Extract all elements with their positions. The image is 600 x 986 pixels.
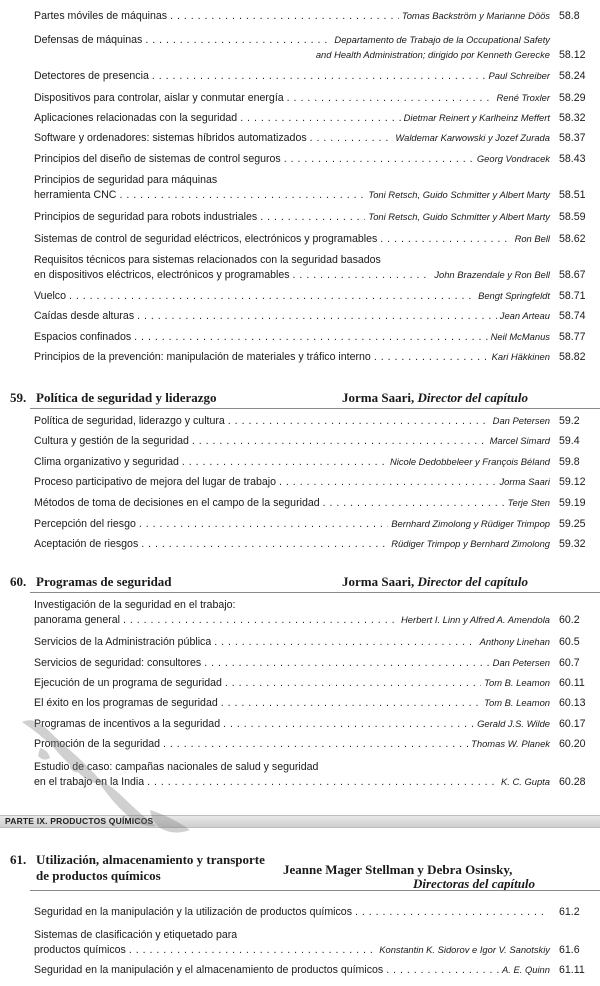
dot-leader [293, 268, 432, 282]
entry-title: Métodos de toma de decisiones en el campo de la seguridad [34, 497, 320, 509]
entry-page-number: 59.12 [559, 476, 586, 488]
dot-leader [139, 517, 388, 531]
toc-entry-line [34, 131, 550, 145]
part-label: PARTE IX. PRODUCTOS QUÍMICOS [5, 816, 154, 826]
entry-author: Bengt Springfeldt [478, 290, 550, 301]
entry-page-number: 60.20 [559, 738, 586, 750]
entry-title: Detectores de presencia [34, 70, 149, 82]
entry-author: Thomas W. Planek [471, 738, 550, 749]
chapter-number: 59. [10, 390, 27, 405]
entry-author: Kari Häkkinen [491, 351, 550, 362]
entry-author: Anthony Linehan [479, 636, 550, 647]
entry-page-number: 58.29 [559, 92, 586, 104]
dot-leader [152, 69, 486, 83]
entry-author: Herbert I. Linn y Alfred A. Amendola [400, 614, 550, 625]
entry-title: Requisitos técnicos para sistemas relacionados con la seguridad basados [34, 254, 381, 266]
toc-entry-line [34, 775, 550, 789]
toc-entry-line [34, 33, 550, 47]
toc-entry-line [34, 905, 550, 919]
chapter-heading [0, 390, 600, 406]
entry-title: Servicios de seguridad: consultores [34, 657, 202, 669]
toc-entry-line [34, 152, 550, 166]
dot-leader [287, 91, 494, 105]
chapter-editor-name: Jorma Saari, [342, 574, 415, 589]
toc-entry-line [34, 111, 550, 125]
entry-title: Sistemas de control de seguridad eléctricos, electrónicos y programables [34, 233, 378, 245]
toc-entry-line [34, 210, 550, 224]
dot-leader [204, 656, 489, 670]
toc-entry-line [34, 455, 550, 469]
entry-author: Paul Schreiber [488, 70, 550, 81]
toc-entry-line [34, 309, 550, 323]
entry-title: herramienta CNC [34, 189, 117, 201]
entry-title: Investigación de la seguridad en el trabajo: [34, 599, 236, 611]
entry-author: Jorma Saari [499, 476, 550, 487]
toc-entry-line [34, 635, 550, 649]
toc-entry-line [34, 9, 550, 23]
entry-title: Software y ordenadores: sistemas híbridos automatizados [34, 132, 307, 144]
entry-page-number: 59.19 [559, 497, 586, 509]
entry-page-number: 60.17 [559, 718, 586, 730]
toc-entry-line [34, 537, 550, 551]
toc-entry-line-continued [34, 928, 550, 942]
dot-leader [310, 131, 393, 145]
entry-page-number: 60.5 [559, 636, 580, 648]
dot-leader [129, 943, 376, 957]
entry-title: Espacios confinados [34, 331, 132, 343]
entry-author: Tomas Backström y Marianne Döös [401, 10, 550, 21]
toc-entry-line [34, 414, 550, 428]
dot-leader [182, 455, 387, 469]
part-banner [0, 815, 600, 828]
chapter-number: 60. [10, 574, 27, 589]
chapter-title: Programas de seguridad [36, 574, 172, 589]
dot-leader [240, 111, 400, 125]
entry-author-continued: and Health Administration; dirigido por Kenneth Gerecke [315, 49, 550, 60]
toc-entry-line [34, 434, 550, 448]
entry-title: Aceptación de riesgos [34, 538, 139, 550]
chapter-editor-role: Director del capítulo [417, 574, 528, 589]
dot-leader [137, 309, 497, 323]
entry-author: Marcel Simard [489, 435, 550, 446]
chapter-editor [342, 574, 528, 589]
entry-title: Seguridad en la manipulación y el almacenamiento de productos químicos [34, 964, 384, 976]
chapter-title: Política de seguridad y liderazgo [36, 390, 217, 405]
dot-leader [214, 635, 476, 649]
dot-leader [141, 537, 388, 551]
toc-entry-line-continued [34, 253, 550, 267]
entry-page-number: 58.8 [559, 10, 580, 22]
chapter-number: 61. [10, 852, 27, 867]
entry-author: Departamento de Trabajo de la Occupational Safety [334, 34, 550, 45]
toc-entry-line-continued [34, 760, 550, 774]
entry-title: panorama general [34, 614, 120, 626]
entry-page-number: 60.11 [559, 677, 585, 689]
dot-leader [223, 717, 474, 731]
entry-page-number: 58.77 [559, 331, 586, 343]
entry-title: Proceso participativo de mejora del lugar de trabajo [34, 476, 277, 488]
toc-entry-line [34, 69, 550, 83]
entry-page-number: 58.62 [559, 233, 586, 245]
entry-title: Partes móviles de máquinas [34, 10, 168, 22]
entry-title: Clima organizativo y seguridad [34, 456, 179, 468]
entry-page-number: 59.2 [559, 415, 580, 427]
entry-title: en el trabajo en la India [34, 776, 145, 788]
entry-author: Dietmar Reinert y Karlheinz Meffert [403, 112, 550, 123]
toc-entry-line [34, 91, 550, 105]
entry-author: Tom B. Leamon [484, 677, 550, 688]
toc-entry-line [34, 232, 550, 246]
toc-entry-line [34, 289, 550, 303]
dot-leader [260, 210, 365, 224]
entry-title: Promoción de la seguridad [34, 738, 161, 750]
entry-author: Terje Sten [507, 497, 550, 508]
entry-title: Dispositivos para controlar, aislar y conmutar energía [34, 92, 284, 104]
chapter-title-line1: Utilización, almacenamiento y transporte [36, 852, 265, 867]
entry-title: en dispositivos eléctricos, electrónicos y programables [34, 269, 290, 281]
dot-leader [145, 33, 331, 47]
chapter-rule [30, 890, 600, 891]
entry-title: Principios de seguridad para robots industriales [34, 211, 258, 223]
toc-entry-line [34, 613, 550, 627]
entry-page-number: 58.59 [559, 211, 586, 223]
entry-page-number: 59.8 [559, 456, 580, 468]
chapter-heading [0, 574, 600, 590]
dot-leader [228, 414, 490, 428]
chapter-rule [30, 408, 600, 409]
toc-entry-line [34, 943, 550, 957]
entry-title: Percepción del riesgo [34, 518, 136, 530]
entry-author: Waldemar Karwowski y Jozef Zurada [395, 132, 550, 143]
entry-title: Principios de seguridad para máquinas [34, 174, 218, 186]
toc-entry-line [34, 696, 550, 710]
entry-author: Dan Petersen [492, 657, 550, 668]
chapter-role: Directoras del capítulo [413, 876, 536, 891]
entry-author: Konstantin K. Sidorov e Igor V. Sanotskiy [379, 944, 550, 955]
dot-leader [163, 737, 468, 751]
dot-leader [134, 330, 487, 344]
dot-leader [69, 289, 475, 303]
chapter-editor [342, 390, 528, 405]
entry-title: Política de seguridad, liderazgo y cultura [34, 415, 225, 427]
entry-page-number: 61.2 [559, 906, 580, 918]
entry-author: Dan Petersen [492, 415, 550, 426]
entry-page-number: 58.43 [559, 153, 586, 165]
entry-page-number: 60.2 [559, 614, 580, 626]
entry-title: Ejecución de un programa de seguridad [34, 677, 222, 689]
entry-page-number: 58.51 [559, 189, 586, 201]
entry-author: K. C. Gupta [501, 776, 550, 787]
entry-page-number: 60.28 [559, 776, 586, 788]
dot-leader [380, 232, 511, 246]
entry-author: Tom B. Leamon [484, 697, 550, 708]
entry-title: productos químicos [34, 944, 126, 956]
entry-title: El éxito en los programas de seguridad [34, 697, 218, 709]
dot-leader [374, 350, 489, 364]
entry-author: Neil McManus [490, 331, 550, 342]
entry-title: Aplicaciones relacionadas con la seguridad [34, 112, 238, 124]
toc-entry-line [34, 717, 550, 731]
dot-leader [192, 434, 487, 448]
entry-page-number: 58.24 [559, 70, 586, 82]
toc-entry-line [34, 517, 550, 531]
entry-page-number: 59.32 [559, 538, 586, 550]
entry-page-number: 58.12 [559, 49, 586, 61]
entry-page-number: 60.13 [559, 697, 586, 709]
dot-leader [147, 775, 498, 789]
entry-title: Servicios de la Administración pública [34, 636, 212, 648]
entry-author: John Brazendale y Ron Bell [434, 269, 550, 280]
toc-entry-line [34, 963, 550, 977]
dot-leader [386, 963, 499, 977]
toc-entry-line-continued [34, 598, 550, 612]
entry-title: Principios del diseño de sistemas de control seguros [34, 153, 281, 165]
entry-title: Estudio de caso: campañas nacionales de salud y seguridad [34, 761, 319, 773]
chapter-rule [30, 592, 600, 593]
dot-leader [284, 152, 474, 166]
chapter-61-heading [0, 852, 600, 891]
dot-leader [355, 905, 547, 919]
entry-title: Seguridad en la manipulación y la utilización de productos químicos [34, 906, 352, 918]
toc-entry-line [34, 475, 550, 489]
entry-author: René Troxler [496, 92, 550, 103]
toc-entry-line [34, 350, 550, 364]
entry-title: Defensas de máquinas [34, 34, 143, 46]
entry-title: Programas de incentivos a la seguridad [34, 718, 221, 730]
toc-entry-line [34, 188, 550, 202]
dot-leader [225, 676, 481, 690]
toc-entry-line [34, 676, 550, 690]
toc-entry-line [34, 496, 550, 510]
entry-author: A. E. Quinn [502, 964, 550, 975]
dot-leader [123, 613, 398, 627]
entry-author: Ron Bell [514, 233, 550, 244]
dot-leader [170, 9, 399, 23]
toc-entry-line [34, 737, 550, 751]
entry-author: Bernhard Zimolong y Rüdiger Trimpop [391, 518, 550, 529]
entry-author: Georg Vondracek [476, 153, 550, 164]
entry-author: Toni Retsch, Guido Schmitter y Albert Marty [368, 189, 550, 200]
toc-author-continued [34, 48, 550, 62]
entry-page-number: 61.6 [559, 944, 580, 956]
entry-page-number: 58.32 [559, 112, 586, 124]
entry-author: Nicole Dedobbeleer y François Béland [390, 456, 550, 467]
entry-page-number: 60.7 [559, 657, 580, 669]
entry-title: Caídas desde alturas [34, 310, 135, 322]
chapter-editor-name: Jorma Saari, [342, 390, 415, 405]
toc-entry-line [34, 330, 550, 344]
entry-title: Sistemas de clasificación y etiquetado para [34, 929, 238, 941]
entry-page-number: 61.11 [559, 964, 585, 976]
entry-page-number: 59.4 [559, 435, 580, 447]
chapter-editor-role: Director del capítulo [417, 390, 528, 405]
entry-author: Rüdiger Trimpop y Bernhard Zimolong [391, 538, 550, 549]
entry-author: Gerald J.S. Wilde [477, 718, 550, 729]
dot-leader [323, 496, 505, 510]
entry-title: Cultura y gestión de la seguridad [34, 435, 189, 447]
chapter-editors: Jeanne Mager Stellman y Debra Osinsky, [283, 862, 513, 877]
entry-title: Principios de la prevención: manipulación de materiales y tráfico interno [34, 351, 371, 363]
toc-entry-line-continued [34, 173, 550, 187]
chapter-title-line2: de productos químicos [36, 868, 161, 883]
entry-page-number: 58.82 [559, 351, 586, 363]
toc-entry-line [34, 656, 550, 670]
entry-page-number: 59.25 [559, 518, 586, 530]
entry-author: Jean Arteau [499, 310, 550, 321]
entry-author: Toni Retsch, Guido Schmitter y Albert Marty [368, 211, 550, 222]
entry-page-number: 58.67 [559, 269, 586, 281]
entry-page-number: 58.74 [559, 310, 586, 322]
dot-leader [279, 475, 496, 489]
dot-leader [119, 188, 365, 202]
entry-page-number: 58.71 [559, 290, 586, 302]
dot-leader [221, 696, 481, 710]
entry-page-number: 58.37 [559, 132, 586, 144]
toc-entry-line [34, 268, 550, 282]
entry-title: Vuelco [34, 290, 66, 302]
